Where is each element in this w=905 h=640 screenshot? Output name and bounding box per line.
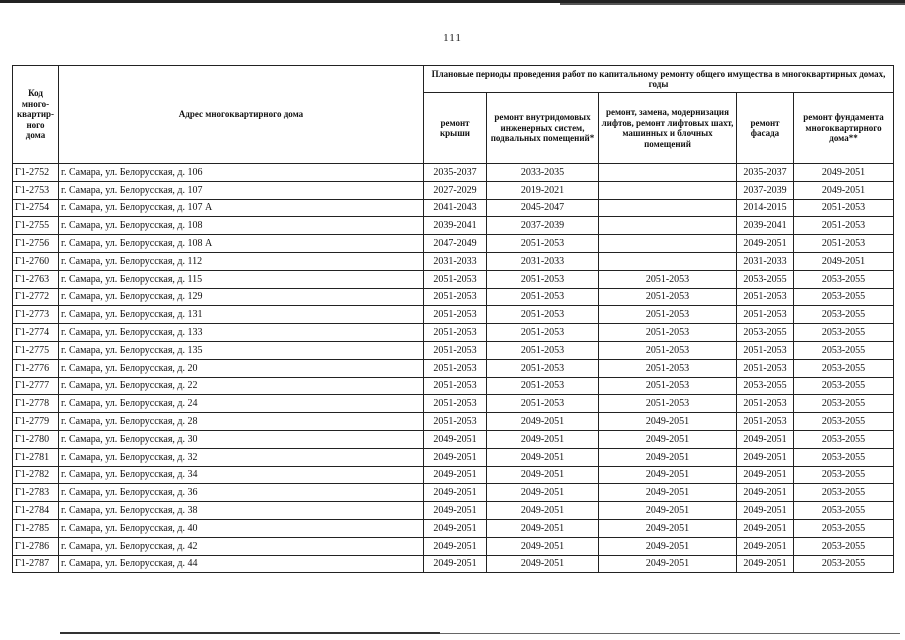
cell-roof: 2049-2051 <box>424 519 487 537</box>
cell-systems: 2051-2053 <box>487 306 599 324</box>
cell-foundation: 2049-2051 <box>794 164 894 182</box>
cell-code: Г1-2763 <box>13 270 59 288</box>
cell-code: Г1-2754 <box>13 199 59 217</box>
table-row <box>13 413 894 431</box>
cell-facade: 2049-2051 <box>737 537 794 555</box>
cell-address: г. Самара, ул. Белорусская, д. 107 <box>59 181 424 199</box>
cell-facade: 2049-2051 <box>737 235 794 253</box>
cell-code: Г1-2752 <box>13 164 59 182</box>
header-periods-group: Плановые периоды проведения работ по капитальному ремонту общего имущества в многоквартирных домах, годы <box>424 66 894 93</box>
cell-systems: 2051-2053 <box>487 235 599 253</box>
cell-code: Г1-2781 <box>13 448 59 466</box>
cell-roof: 2049-2051 <box>424 555 487 573</box>
cell-systems: 2045-2047 <box>487 199 599 217</box>
cell-address: г. Самара, ул. Белорусская, д. 38 <box>59 502 424 520</box>
cell-code: Г1-2786 <box>13 537 59 555</box>
cell-roof: 2051-2053 <box>424 395 487 413</box>
cell-elevators: 2051-2053 <box>599 341 737 359</box>
cell-facade: 2051-2053 <box>737 359 794 377</box>
cell-roof: 2049-2051 <box>424 466 487 484</box>
cell-foundation: 2053-2055 <box>794 377 894 395</box>
cell-code: Г1-2782 <box>13 466 59 484</box>
cell-roof: 2051-2053 <box>424 377 487 395</box>
cell-elevators: 2049-2051 <box>599 537 737 555</box>
cell-facade: 2035-2037 <box>737 164 794 182</box>
header-foundation: ремонт фундамента многоквартирного дома** <box>794 93 894 164</box>
header-code-line: квартир- <box>16 109 55 120</box>
cell-systems: 2049-2051 <box>487 448 599 466</box>
cell-foundation: 2053-2055 <box>794 395 894 413</box>
cell-address: г. Самара, ул. Белорусская, д. 32 <box>59 448 424 466</box>
cell-foundation: 2053-2055 <box>794 519 894 537</box>
cell-systems: 2049-2051 <box>487 466 599 484</box>
cell-elevators: 2049-2051 <box>599 413 737 431</box>
cell-roof: 2035-2037 <box>424 164 487 182</box>
cell-roof: 2051-2053 <box>424 306 487 324</box>
cell-systems: 2051-2053 <box>487 341 599 359</box>
cell-systems: 2019-2021 <box>487 181 599 199</box>
cell-foundation: 2053-2055 <box>794 270 894 288</box>
cell-address: г. Самара, ул. Белорусская, д. 22 <box>59 377 424 395</box>
cell-facade: 2049-2051 <box>737 484 794 502</box>
cell-facade: 2053-2055 <box>737 270 794 288</box>
table-row <box>13 235 894 253</box>
table-row <box>13 448 894 466</box>
table-row <box>13 341 894 359</box>
cell-systems: 2051-2053 <box>487 270 599 288</box>
table-row <box>13 537 894 555</box>
header-roof: ремонт крыши <box>424 93 487 164</box>
cell-elevators: 2051-2053 <box>599 288 737 306</box>
table-row <box>13 324 894 342</box>
cell-foundation: 2053-2055 <box>794 430 894 448</box>
cell-roof: 2051-2053 <box>424 324 487 342</box>
cell-code: Г1-2787 <box>13 555 59 573</box>
cell-address: г. Самара, ул. Белорусская, д. 107 А <box>59 199 424 217</box>
table-row <box>13 377 894 395</box>
cell-address: г. Самара, ул. Белорусская, д. 30 <box>59 430 424 448</box>
cell-foundation: 2053-2055 <box>794 448 894 466</box>
cell-facade: 2049-2051 <box>737 502 794 520</box>
cell-code: Г1-2785 <box>13 519 59 537</box>
cell-systems: 2051-2053 <box>487 288 599 306</box>
cell-systems: 2049-2051 <box>487 555 599 573</box>
cell-facade: 2051-2053 <box>737 306 794 324</box>
cell-address: г. Самара, ул. Белорусская, д. 135 <box>59 341 424 359</box>
cell-elevators <box>599 199 737 217</box>
cell-code: Г1-2756 <box>13 235 59 253</box>
cell-facade: 2049-2051 <box>737 448 794 466</box>
cell-roof: 2027-2029 <box>424 181 487 199</box>
cell-elevators: 2049-2051 <box>599 448 737 466</box>
cell-systems: 2033-2035 <box>487 164 599 182</box>
cell-elevators: 2051-2053 <box>599 395 737 413</box>
cell-code: Г1-2779 <box>13 413 59 431</box>
cell-facade: 2031-2033 <box>737 252 794 270</box>
cell-facade: 2051-2053 <box>737 288 794 306</box>
table-row <box>13 395 894 413</box>
cell-address: г. Самара, ул. Белорусская, д. 133 <box>59 324 424 342</box>
cell-systems: 2049-2051 <box>487 413 599 431</box>
cell-facade: 2014-2015 <box>737 199 794 217</box>
cell-systems: 2049-2051 <box>487 430 599 448</box>
cell-roof: 2051-2053 <box>424 270 487 288</box>
header-code-line: дома <box>25 130 46 141</box>
table-row <box>13 484 894 502</box>
cell-facade: 2053-2055 <box>737 377 794 395</box>
cell-foundation: 2049-2051 <box>794 181 894 199</box>
table-row <box>13 519 894 537</box>
cell-foundation: 2053-2055 <box>794 306 894 324</box>
cell-systems: 2031-2033 <box>487 252 599 270</box>
header-systems: ремонт внутридомовых инженерных систем, подвальных помещений* <box>487 93 599 164</box>
cell-foundation: 2053-2055 <box>794 359 894 377</box>
cell-roof: 2051-2053 <box>424 413 487 431</box>
header-address: Адрес многоквартирного дома <box>59 66 424 164</box>
cell-foundation: 2053-2055 <box>794 413 894 431</box>
cell-code: Г1-2774 <box>13 324 59 342</box>
cell-roof: 2049-2051 <box>424 484 487 502</box>
cell-elevators: 2049-2051 <box>599 466 737 484</box>
cell-elevators: 2051-2053 <box>599 324 737 342</box>
header-elevators: ремонт, замена, модернизация лифтов, ремонт лифтовых шахт, машинных и блочных помещений <box>599 93 737 164</box>
cell-foundation: 2053-2055 <box>794 502 894 520</box>
cell-address: г. Самара, ул. Белорусская, д. 24 <box>59 395 424 413</box>
table-row <box>13 466 894 484</box>
cell-facade: 2051-2053 <box>737 341 794 359</box>
table-row <box>13 199 894 217</box>
table-row <box>13 164 894 182</box>
cell-elevators: 2051-2053 <box>599 377 737 395</box>
cell-facade: 2053-2055 <box>737 324 794 342</box>
cell-code: Г1-2778 <box>13 395 59 413</box>
cell-roof: 2031-2033 <box>424 252 487 270</box>
cell-foundation: 2053-2055 <box>794 484 894 502</box>
cell-elevators: 2049-2051 <box>599 502 737 520</box>
cell-facade: 2051-2053 <box>737 395 794 413</box>
cell-code: Г1-2776 <box>13 359 59 377</box>
cell-address: г. Самара, ул. Белорусская, д. 112 <box>59 252 424 270</box>
cell-facade: 2049-2051 <box>737 466 794 484</box>
cell-roof: 2041-2043 <box>424 199 487 217</box>
bottom-border-line-secondary <box>440 633 900 634</box>
header-code-line: Код <box>28 88 43 99</box>
cell-systems: 2049-2051 <box>487 484 599 502</box>
cell-elevators <box>599 235 737 253</box>
cell-facade: 2049-2051 <box>737 430 794 448</box>
cell-systems: 2051-2053 <box>487 324 599 342</box>
cell-roof: 2049-2051 <box>424 537 487 555</box>
cell-roof: 2039-2041 <box>424 217 487 235</box>
cell-systems: 2049-2051 <box>487 519 599 537</box>
cell-code: Г1-2755 <box>13 217 59 235</box>
cell-foundation: 2049-2051 <box>794 252 894 270</box>
cell-elevators: 2051-2053 <box>599 359 737 377</box>
header-code-line: ного <box>26 119 45 130</box>
cell-roof: 2049-2051 <box>424 430 487 448</box>
table-row <box>13 270 894 288</box>
cell-roof: 2051-2053 <box>424 359 487 377</box>
cell-roof: 2047-2049 <box>424 235 487 253</box>
cell-elevators <box>599 252 737 270</box>
table-row <box>13 217 894 235</box>
cell-systems: 2049-2051 <box>487 537 599 555</box>
cell-address: г. Самара, ул. Белорусская, д. 131 <box>59 306 424 324</box>
cell-address: г. Самара, ул. Белорусская, д. 28 <box>59 413 424 431</box>
cell-code: Г1-2773 <box>13 306 59 324</box>
cell-foundation: 2053-2055 <box>794 555 894 573</box>
cell-foundation: 2051-2053 <box>794 217 894 235</box>
table-row <box>13 555 894 573</box>
header-code <box>13 66 59 164</box>
cell-elevators: 2049-2051 <box>599 519 737 537</box>
cell-code: Г1-2753 <box>13 181 59 199</box>
header-row-group <box>13 66 894 93</box>
cell-code: Г1-2775 <box>13 341 59 359</box>
cell-roof: 2049-2051 <box>424 502 487 520</box>
cell-facade: 2049-2051 <box>737 555 794 573</box>
cell-facade: 2051-2053 <box>737 413 794 431</box>
cell-elevators: 2051-2053 <box>599 306 737 324</box>
table-row <box>13 252 894 270</box>
cell-roof: 2051-2053 <box>424 288 487 306</box>
page-number: 111 <box>443 32 462 44</box>
cell-systems: 2051-2053 <box>487 359 599 377</box>
cell-foundation: 2053-2055 <box>794 341 894 359</box>
cell-elevators <box>599 217 737 235</box>
cell-foundation: 2051-2053 <box>794 199 894 217</box>
cell-code: Г1-2780 <box>13 430 59 448</box>
cell-address: г. Самара, ул. Белорусская, д. 42 <box>59 537 424 555</box>
cell-address: г. Самара, ул. Белорусская, д. 36 <box>59 484 424 502</box>
table-row <box>13 306 894 324</box>
cell-facade: 2037-2039 <box>737 181 794 199</box>
cell-roof: 2049-2051 <box>424 448 487 466</box>
cell-address: г. Самара, ул. Белорусская, д. 108 <box>59 217 424 235</box>
cell-address: г. Самара, ул. Белорусская, д. 34 <box>59 466 424 484</box>
table-body <box>13 164 894 573</box>
cell-systems: 2049-2051 <box>487 502 599 520</box>
cell-elevators <box>599 181 737 199</box>
table-row <box>13 502 894 520</box>
cell-elevators: 2049-2051 <box>599 430 737 448</box>
cell-elevators: 2049-2051 <box>599 555 737 573</box>
cell-foundation: 2053-2055 <box>794 288 894 306</box>
cell-elevators: 2049-2051 <box>599 484 737 502</box>
cell-foundation: 2053-2055 <box>794 466 894 484</box>
table-row <box>13 430 894 448</box>
top-border-line-secondary <box>560 3 905 5</box>
cell-address: г. Самара, ул. Белорусская, д. 40 <box>59 519 424 537</box>
cell-code: Г1-2772 <box>13 288 59 306</box>
cell-code: Г1-2784 <box>13 502 59 520</box>
cell-code: Г1-2783 <box>13 484 59 502</box>
table-row <box>13 288 894 306</box>
cell-foundation: 2051-2053 <box>794 235 894 253</box>
header-code-line: много- <box>21 98 50 109</box>
cell-foundation: 2053-2055 <box>794 537 894 555</box>
table-row <box>13 181 894 199</box>
cell-address: г. Самара, ул. Белорусская, д. 108 А <box>59 235 424 253</box>
cell-address: г. Самара, ул. Белорусская, д. 106 <box>59 164 424 182</box>
cell-elevators <box>599 164 737 182</box>
cell-systems: 2037-2039 <box>487 217 599 235</box>
cell-address: г. Самара, ул. Белорусская, д. 44 <box>59 555 424 573</box>
cell-foundation: 2053-2055 <box>794 324 894 342</box>
cell-code: Г1-2777 <box>13 377 59 395</box>
table-row <box>13 359 894 377</box>
cell-systems: 2051-2053 <box>487 395 599 413</box>
cell-address: г. Самара, ул. Белорусская, д. 20 <box>59 359 424 377</box>
cell-address: г. Самара, ул. Белорусская, д. 129 <box>59 288 424 306</box>
cell-elevators: 2051-2053 <box>599 270 737 288</box>
bottom-border-line <box>60 632 440 634</box>
cell-address: г. Самара, ул. Белорусская, д. 115 <box>59 270 424 288</box>
cell-facade: 2049-2051 <box>737 519 794 537</box>
repair-schedule-table <box>12 65 894 573</box>
cell-systems: 2051-2053 <box>487 377 599 395</box>
cell-roof: 2051-2053 <box>424 341 487 359</box>
cell-facade: 2039-2041 <box>737 217 794 235</box>
cell-code: Г1-2760 <box>13 252 59 270</box>
header-facade: ремонт фасада <box>737 93 794 164</box>
